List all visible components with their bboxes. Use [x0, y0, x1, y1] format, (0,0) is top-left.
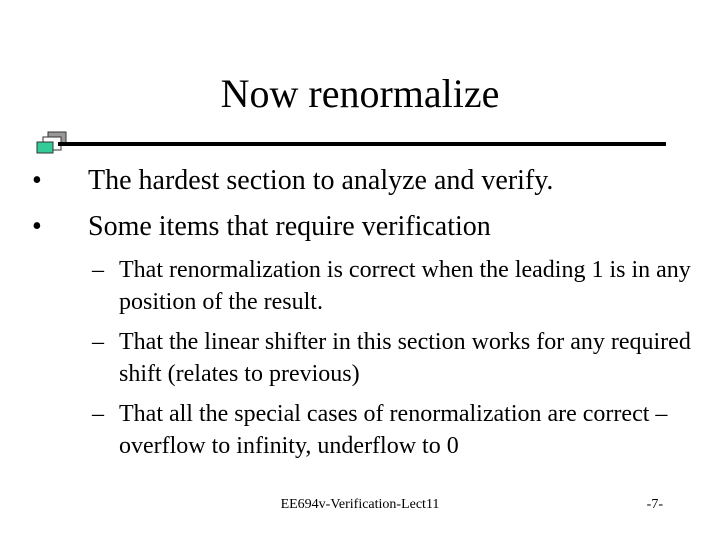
bullet-marker: •	[32, 211, 42, 242]
slide-title: Now renormalize	[220, 71, 500, 116]
sub-bullet-item	[92, 254, 692, 318]
sub-bullet-marker: –	[92, 329, 104, 355]
sub-bullet-marker: –	[92, 257, 104, 283]
bullet-text: Some items that require verification	[88, 211, 491, 242]
bullet-text: The hardest section to analyze and verify.	[88, 165, 554, 196]
sub-bullet-item	[92, 398, 692, 462]
sub-bullet-item	[92, 326, 692, 390]
sub-bullet-marker: –	[92, 401, 104, 427]
title-underline	[58, 142, 666, 146]
bullet-marker: •	[32, 165, 42, 196]
sub-bullet-text: That renormalization is correct when the leading 1 is in any position of the result.	[119, 257, 691, 315]
page-number: -7-	[646, 497, 663, 512]
sub-bullet-text: That all the special cases of renormalization are correct – overflow to infinity, underflow to 0	[119, 401, 668, 459]
slide-footer: EE694v-Verification-Lect11	[280, 497, 440, 512]
sub-bullet-text: That the linear shifter in this section works for any required shift (relates to previous)	[119, 329, 691, 387]
